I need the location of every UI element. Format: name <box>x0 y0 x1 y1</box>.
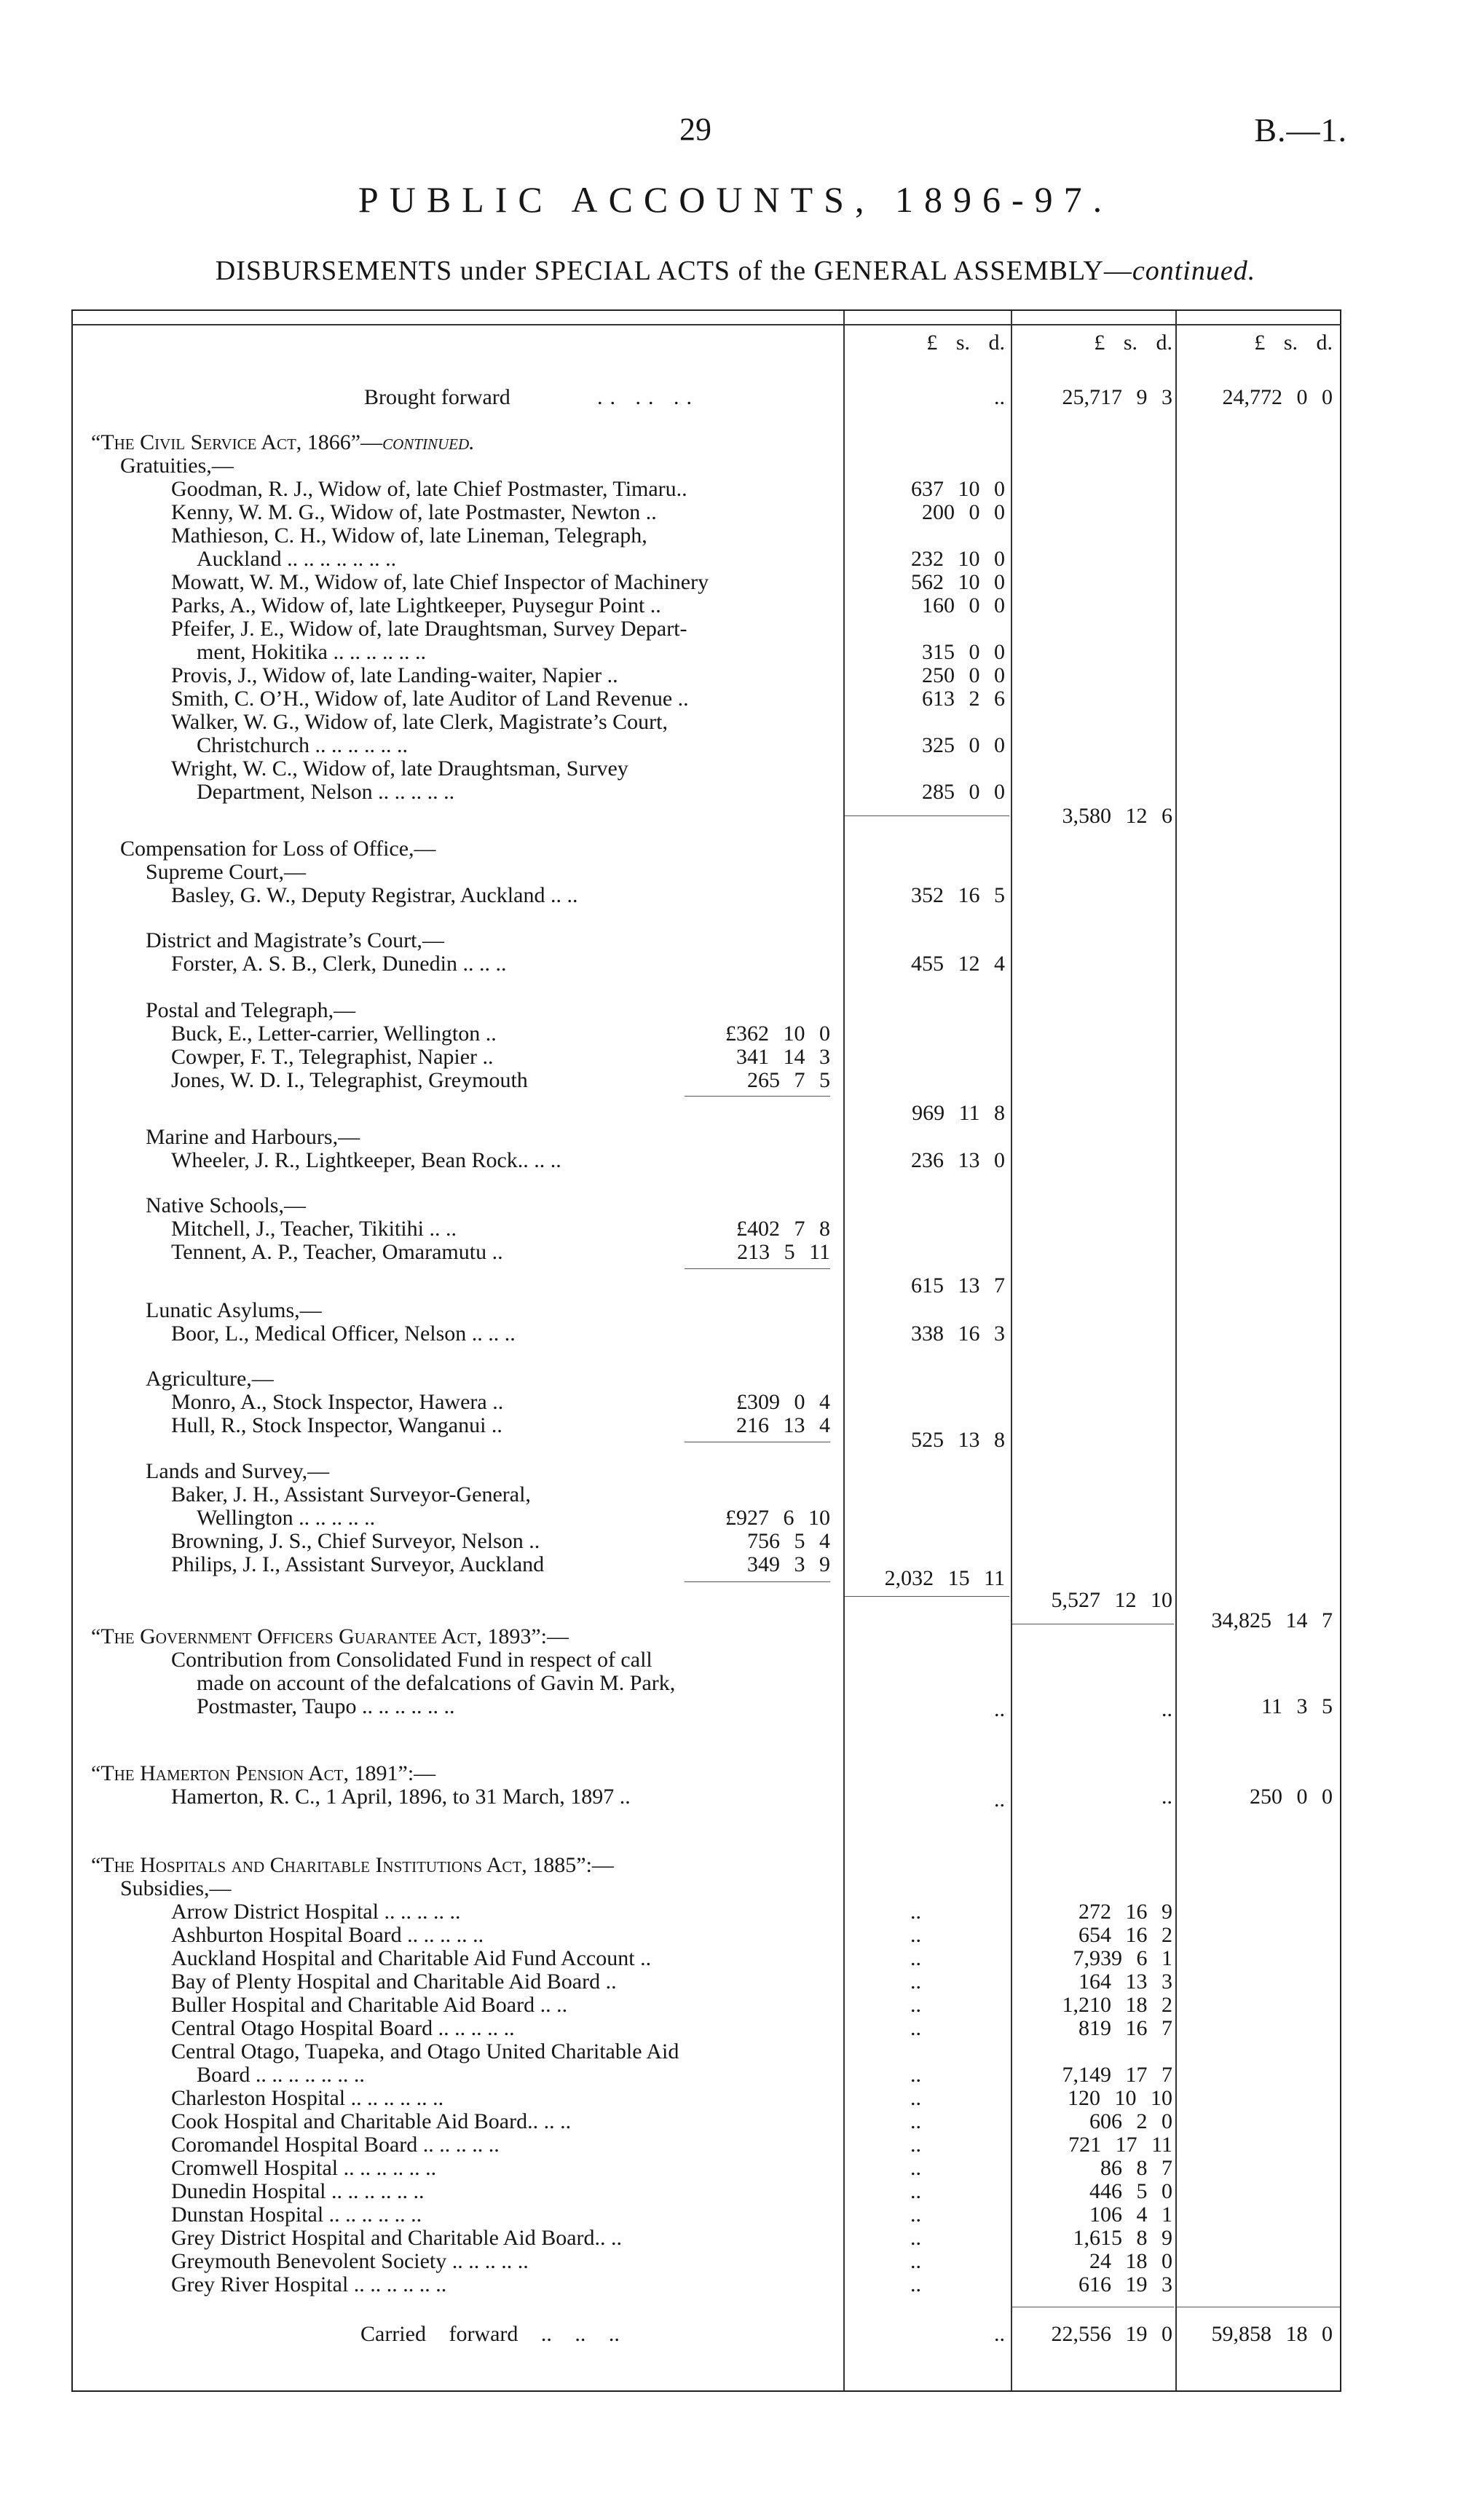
hospital-amount-bay-of-plenty: 164 13 3 <box>1078 1970 1172 1994</box>
agri-amount-monro: £309 0 4 <box>736 1390 830 1414</box>
civil-service-act-total: 34,825 14 7 <box>1211 1608 1333 1632</box>
agri-item-monro: Monro, A., Stock Inspector, Hawera .. <box>171 1390 504 1414</box>
lands-amount-browning: 756 5 4 <box>747 1529 830 1553</box>
gratuities-label: Gratuities,— <box>120 454 234 478</box>
brought-forward-label: Brought forward <box>364 385 510 409</box>
column-divider-3 <box>1175 311 1177 2390</box>
hospital-dots-arrow: .. <box>910 1900 921 1924</box>
agri-item-hull: Hull, R., Stock Inspector, Wanganui .. <box>171 1413 502 1437</box>
hospital-item-central-otago-united-cont: Board .. .. .. .. .. .. .. <box>197 2063 365 2087</box>
hamerton-col3: 250 0 0 <box>1250 1785 1333 1809</box>
carried-forward-label: Carried forward .. .. .. <box>360 2322 620 2346</box>
hospital-amount-cromwell: 86 8 7 <box>1100 2156 1172 2180</box>
hospital-dots-central-otago: .. <box>910 2016 921 2040</box>
postal-total: 969 11 8 <box>912 1101 1005 1125</box>
gratuity-item-wright-cont: Department, Nelson .. .. .. .. .. <box>197 780 455 804</box>
postal-subtotal-rule <box>685 1096 830 1097</box>
govt-officers-act-heading: “The Government Officers Guarantee Act, 1893”:— <box>91 1624 569 1648</box>
hospital-amount-dunstan: 106 4 1 <box>1089 2203 1172 2227</box>
hospitals-act-heading: “The Hospitals and Charitable Institutions Act, 1885”:— <box>91 1853 614 1877</box>
native-item-tennent: Tennent, A. P., Teacher, Omaramutu .. <box>171 1240 503 1264</box>
page-title: PUBLIC ACCOUNTS, 1896-97. <box>358 179 1113 220</box>
supreme-court-amount: 352 16 5 <box>911 883 1005 907</box>
gratuity-amount-parks: 160 0 0 <box>922 593 1005 617</box>
gratuity-amount-provis: 250 0 0 <box>922 663 1005 687</box>
agriculture-label: Agriculture,— <box>146 1367 274 1391</box>
column-header-1: £ s. d. <box>926 331 1005 355</box>
hospital-dots-grey-river: .. <box>910 2272 921 2296</box>
hospital-item-central-otago-united: Central Otago, Tuapeka, and Otago United Charitable Aid <box>171 2039 679 2063</box>
hospital-dots-central-otago-united: .. <box>910 2063 921 2087</box>
lands-item-baker: Baker, J. H., Assistant Surveyor-General, <box>171 1482 531 1506</box>
postal-label: Postal and Telegraph,— <box>146 998 356 1022</box>
gratuity-amount-goodman: 637 10 0 <box>911 477 1005 501</box>
hospital-dots-coromandel: .. <box>910 2133 921 2157</box>
hospital-dots-grey-district: .. <box>910 2226 921 2250</box>
gratuity-amount-walker: 325 0 0 <box>922 733 1005 757</box>
hamerton-act-heading: “The Hamerton Pension Act, 1891”:— <box>91 1761 436 1785</box>
gratuity-item-pfeifer: Pfeifer, J. E., Widow of, late Draughtsman, Survey Depart- <box>171 617 687 641</box>
hospital-dots-ashburton: .. <box>910 1923 921 1947</box>
brought-forward-col1: .. <box>994 385 1005 409</box>
lands-item-baker-cont: Wellington .. .. .. .. .. <box>197 1506 376 1530</box>
hospital-dots-buller: .. <box>910 1993 921 2017</box>
gratuity-item-walker-cont: Christchurch .. .. .. .. .. .. <box>197 733 408 757</box>
column-header-2: £ s. d. <box>1094 331 1172 355</box>
hospital-amount-cook: 606 2 0 <box>1089 2109 1172 2133</box>
column-header-3: £ s. d. <box>1254 331 1333 355</box>
hospital-item-arrow: Arrow District Hospital .. .. .. .. .. <box>171 1900 461 1924</box>
hamerton-col1: .. <box>994 1788 1005 1812</box>
hospital-dots-greymouth: .. <box>910 2249 921 2273</box>
govt-officers-col2: .. <box>1162 1697 1172 1721</box>
lands-amount-baker: £927 6 10 <box>725 1506 830 1530</box>
hospital-dots-cook: .. <box>910 2109 921 2133</box>
agri-total: 525 13 8 <box>911 1428 1005 1452</box>
subsidies-label: Subsidies,— <box>120 1876 232 1900</box>
hospital-item-coromandel: Coromandel Hospital Board .. .. .. .. .. <box>171 2133 500 2157</box>
civil-service-act-heading <box>91 431 475 454</box>
govt-officers-line-2: made on account of the defalcations of Gavin M. Park, <box>197 1671 676 1695</box>
gratuity-item-mathieson-cont: Auckland .. .. .. .. .. .. .. <box>197 547 397 571</box>
hospital-item-charleston: Charleston Hospital .. .. .. .. .. .. <box>171 2086 444 2110</box>
civil-service-heading-cont: continued. <box>382 430 475 454</box>
gratuity-amount-mathieson: 232 10 0 <box>911 547 1005 571</box>
lands-amount-philips: 349 3 9 <box>747 1552 830 1576</box>
gratuity-item-mowatt: Mowatt, W. M., Widow of, late Chief Inspector of Machinery <box>171 570 709 594</box>
gratuity-item-parks: Parks, A., Widow of, late Lightkeeper, Puysegur Point .. <box>171 593 661 617</box>
hospital-item-ashburton: Ashburton Hospital Board .. .. .. .. .. <box>171 1923 484 1947</box>
hospital-item-greymouth: Greymouth Benevolent Society .. .. .. .. .. <box>171 2249 529 2273</box>
postal-item-buck: Buck, E., Letter-carrier, Wellington .. <box>171 1022 497 1046</box>
brought-forward-col3: 24,772 0 0 <box>1222 385 1333 409</box>
supreme-court-item: Basley, G. W., Deputy Registrar, Auckland .. .. <box>171 883 578 907</box>
gratuity-amount-kenny: 200 0 0 <box>922 500 1005 524</box>
hospital-item-cook: Cook Hospital and Charitable Aid Board.. .. .. <box>171 2109 572 2133</box>
hospital-amount-grey-river: 616 19 3 <box>1078 2272 1172 2296</box>
marine-item: Wheeler, J. R., Lightkeeper, Bean Rock.. .. .. <box>171 1148 561 1172</box>
hospital-amount-auckland: 7,939 6 1 <box>1073 1946 1172 1970</box>
gratuities-total: 3,580 12 6 <box>1062 804 1172 828</box>
native-amount-tennent: 213 5 11 <box>737 1240 830 1264</box>
agri-amount-hull: 216 13 4 <box>736 1413 830 1437</box>
hospital-amount-central-otago-united: 7,149 17 7 <box>1062 2063 1172 2087</box>
lands-total: 2,032 15 11 <box>884 1566 1005 1590</box>
subtitle-continued: continued. <box>1132 256 1256 286</box>
gratuity-amount-smith: 613 2 6 <box>922 687 1005 711</box>
hospital-dots-charleston: .. <box>910 2086 921 2110</box>
hospital-item-auckland: Auckland Hospital and Charitable Aid Fund Account .. <box>171 1946 652 1970</box>
gratuity-item-provis: Provis, J., Widow of, late Landing-waiter, Napier .. <box>171 663 618 687</box>
hospital-amount-buller: 1,210 18 2 <box>1062 1993 1172 2017</box>
hospital-amount-arrow: 272 16 9 <box>1078 1900 1172 1924</box>
native-amount-mitchell: £402 7 8 <box>736 1217 830 1241</box>
hospital-item-bay-of-plenty: Bay of Plenty Hospital and Charitable Aid Board .. <box>171 1970 617 1994</box>
gratuity-item-mathieson: Mathieson, C. H., Widow of, late Lineman, Telegraph, <box>171 524 647 548</box>
marine-label: Marine and Harbours,— <box>146 1125 360 1149</box>
gratuity-item-pfeifer-cont: ment, Hokitika .. .. .. .. .. .. <box>197 640 426 664</box>
hospital-dots-bay-of-plenty: .. <box>910 1970 921 1994</box>
brought-forward-col2: 25,717 9 3 <box>1062 385 1172 409</box>
hospital-amount-coromandel: 721 17 11 <box>1068 2133 1172 2157</box>
hospital-item-buller: Buller Hospital and Charitable Aid Board .. .. <box>171 1993 568 2017</box>
subtitle-main: DISBURSEMENTS under SPECIAL ACTS of the GENERAL ASSEMBLY— <box>215 256 1132 286</box>
lunatic-amount: 338 16 3 <box>911 1322 1005 1346</box>
hospital-amount-grey-district: 1,615 8 9 <box>1073 2226 1172 2250</box>
document-reference: B.—1. <box>1254 111 1347 149</box>
hospital-amount-greymouth: 24 18 0 <box>1089 2249 1172 2273</box>
marine-amount: 236 13 0 <box>911 1148 1005 1172</box>
hospital-item-cromwell: Cromwell Hospital .. .. .. .. .. .. <box>171 2156 437 2180</box>
govt-officers-col3: 11 3 5 <box>1261 1694 1333 1718</box>
district-court-label: District and Magistrate’s Court,— <box>146 928 444 952</box>
hamerton-col2: .. <box>1162 1785 1172 1809</box>
carried-forward-col2: 22,556 19 0 <box>1051 2322 1172 2346</box>
header-top-rule <box>71 324 1341 325</box>
native-item-mitchell: Mitchell, J., Teacher, Tikitihi .. .. <box>171 1217 457 1241</box>
native-schools-label: Native Schools,— <box>146 1193 306 1217</box>
gratuity-amount-pfeifer: 315 0 0 <box>922 640 1005 664</box>
district-court-amount: 455 12 4 <box>911 952 1005 976</box>
hamerton-line: Hamerton, R. C., 1 April, 1896, to 31 March, 1897 .. <box>171 1785 631 1809</box>
district-court-item: Forster, A. S. B., Clerk, Dunedin .. .. .. <box>171 952 507 976</box>
native-subtotal-rule <box>685 1268 830 1269</box>
hospital-amount-dunedin: 446 5 0 <box>1089 2179 1172 2203</box>
supreme-court-label: Supreme Court,— <box>146 860 306 884</box>
gratuity-item-smith: Smith, C. O’H., Widow of, late Auditor of Land Revenue .. <box>171 687 689 711</box>
hospital-amount-central-otago: 819 16 7 <box>1078 2016 1172 2040</box>
compensation-label: Compensation for Loss of Office,— <box>120 837 436 861</box>
gratuity-item-walker: Walker, W. G., Widow of, late Clerk, Magistrate’s Court, <box>171 710 669 734</box>
lands-item-philips: Philips, J. I., Assistant Surveyor, Auckland <box>171 1552 545 1576</box>
hospital-item-grey-river: Grey River Hospital .. .. .. .. .. .. <box>171 2272 447 2296</box>
hospital-item-dunstan: Dunstan Hospital .. .. .. .. .. .. <box>171 2203 422 2227</box>
gratuity-item-goodman: Goodman, R. J., Widow of, late Chief Postmaster, Timaru.. <box>171 477 687 501</box>
lunatic-item: Boor, L., Medical Officer, Nelson .. .. .. <box>171 1322 516 1346</box>
gratuity-amount-mowatt: 562 10 0 <box>911 570 1005 594</box>
page-subtitle <box>0 255 1471 287</box>
postal-item-jones: Jones, W. D. I., Telegraphist, Greymouth <box>171 1068 528 1092</box>
postal-amount-buck: £362 10 0 <box>725 1022 830 1046</box>
hospital-dots-dunstan: .. <box>910 2203 921 2227</box>
postal-amount-jones: 265 7 5 <box>747 1068 830 1092</box>
hospital-dots-dunedin: .. <box>910 2179 921 2203</box>
govt-officers-line-1: Contribution from Consolidated Fund in respect of call <box>171 1648 652 1672</box>
postal-item-cowper: Cowper, F. T., Telegraphist, Napier .. <box>171 1045 494 1069</box>
page-number: 29 <box>679 111 711 147</box>
lands-item-browning: Browning, J. S., Chief Surveyor, Nelson .. <box>171 1529 540 1553</box>
gratuity-amount-wright: 285 0 0 <box>922 780 1005 804</box>
hospital-dots-cromwell: .. <box>910 2156 921 2180</box>
lunatic-label: Lunatic Asylums,— <box>146 1298 322 1322</box>
hospital-item-dunedin: Dunedin Hospital .. .. .. .. .. .. <box>171 2179 425 2203</box>
postal-amount-cowper: 341 14 3 <box>736 1045 830 1069</box>
govt-officers-line-3: Postmaster, Taupo .. .. .. .. .. .. <box>197 1694 455 1718</box>
hospital-item-central-otago: Central Otago Hospital Board .. .. .. .. .. <box>171 2016 515 2040</box>
carried-forward-col3: 59,858 18 0 <box>1211 2322 1333 2346</box>
compensation-total: 5,527 12 10 <box>1051 1588 1172 1612</box>
brought-forward-leaders: .. .. .. <box>597 385 699 409</box>
carried-forward-col1: .. <box>994 2322 1005 2346</box>
hospital-dots-auckland: .. <box>910 1946 921 1970</box>
gratuity-item-wright: Wright, W. C., Widow of, late Draughtsman, Survey <box>171 757 628 781</box>
hospital-item-grey-district: Grey District Hospital and Charitable Aid Board.. .. <box>171 2226 623 2250</box>
govt-officers-col1: .. <box>994 1697 1005 1721</box>
native-total: 615 13 7 <box>911 1273 1005 1297</box>
civil-service-heading-text: “The Civil Service Act, 1866”— <box>91 430 383 454</box>
gratuity-item-kenny: Kenny, W. M. G., Widow of, late Postmaster, Newton .. <box>171 500 657 524</box>
lands-survey-label: Lands and Survey,— <box>146 1459 330 1483</box>
hospital-amount-ashburton: 654 16 2 <box>1078 1923 1172 1947</box>
hospital-amount-charleston: 120 10 10 <box>1068 2086 1172 2110</box>
